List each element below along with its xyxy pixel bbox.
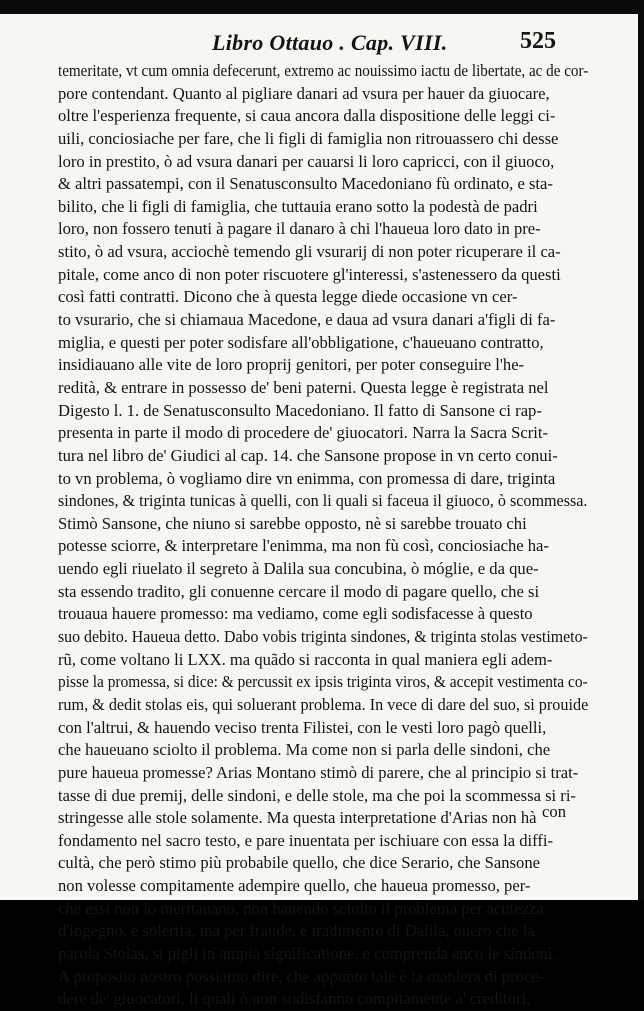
scan-border-top: [0, 0, 644, 14]
text-line: to vsurario, che si chiamaua Macedone, e daua ad vsura danari a'figli di fa-: [58, 310, 556, 330]
text-line: pore contendant. Quanto al pigliare danari ad vsura per hauer da giuocare,: [58, 83, 550, 103]
text-line: A proposito nostro possiamo dire, che appunto tale è la maniera di proce-: [58, 966, 545, 986]
text-line: trouaua hauere promesso: ma vediamo, come egli sodisfacesse à questo: [58, 604, 533, 624]
text-line: redità, & entrare in possesso de' beni paterni. Questa legge è registrata nel: [58, 377, 549, 397]
text-line: che essi non lo meritauano, non hauendo sciolto il problema per acutezza: [58, 898, 544, 918]
text-line: uendo egli riuelato il segreto à Dalila sua concubina, ò móglie, e da que-: [58, 559, 539, 579]
text-line: così fatti contratti. Dicono che à questa legge diede occasione vn cer-: [58, 287, 518, 307]
text-line: parola Stolas, si pigli in ampia significatione, e comprenda anco le sindoni.: [58, 943, 557, 963]
text-line: loro, non fossero tenuti à pagare il danaro à chi l'haueua loro dato in pre-: [58, 219, 541, 239]
text-line: pitale, come anco di non poter riscuotere gl'interessi, s'astenessero da questi: [58, 264, 561, 284]
text-line: Digesto l. 1. de Senatusconsulto Macedoniano. Il fatto di Sansone ci rap-: [58, 400, 542, 420]
text-line: insidiauano alle vite de loro proprij genitori, per poter conseguire l'he-: [58, 355, 525, 375]
text-line: temeritate, vt cum omnia defecerunt, extremo ac nouissimo iactu de libertate, ac de cor-: [58, 61, 589, 80]
text-line: cultà, che però stimo più probabile quello, che dice Serario, che Sansone: [58, 853, 540, 873]
text-line: presenta in parte il modo di procedere de' giuocatori. Narra la Sacra Scrit-: [58, 423, 548, 443]
text-line: fondamento nel sacro testo, e pare inuentata per ischiuare con essa la diffi-: [58, 830, 554, 850]
text-line: & altri passatempi, con il Senatusconsulto Macedoniano fù ordinato, e sta-: [58, 174, 553, 194]
text-line: pure haueua promesse? Arias Montano stimò di parere, che al principio si trat-: [58, 762, 579, 782]
text-line: con l'altrui, & hauendo veciso trenta Filistei, con le vesti loro pagò quelli,: [58, 717, 547, 737]
text-line: sindones, & triginta tunicas à quelli, con li quali si faceua il giuoco, ò scommessa.: [58, 491, 588, 511]
scan-border-right: [638, 0, 644, 900]
body-text: [58, 60, 588, 1011]
text-line: dere de' giuocatori, li quali ò non sodisfanno compitamente a' creditori,: [58, 989, 531, 1009]
text-line: pisse la promessa, si dice: & percussit ex ipsis triginta viros, & accepit vestimenta co-: [58, 672, 588, 692]
text-line: rũ, come voltano li LXX. ma quãdo si racconta in qual maniera egli adem-: [58, 649, 553, 669]
text-line: to vn problema, ò vogliamo dire vn enimma, con promessa di dare, triginta: [58, 468, 556, 488]
text-line: sta essendo tradito, gli conuenne cercare il modo di pagare quello, che si: [58, 581, 540, 601]
text-line: loro in prestito, ò ad vsura danari per cauarsi li loro capricci, con il giuoco,: [58, 151, 555, 171]
catchword: con: [542, 802, 566, 821]
text-line: rum, & dedit stolas eis, qui soluerant problema. In vece di dare del suo, si prouide: [58, 694, 589, 714]
page-header: [0, 26, 644, 62]
text-line: non volesse compitamente adempire quello, che haueua promesso, per-: [58, 876, 531, 896]
running-title: Libro Ottauo . Cap. VIII.: [212, 30, 448, 55]
text-line: d'ingegno, e solertia, ma per fraude, e tradimento di Dalila, ouero che la: [58, 921, 535, 941]
text-line: Stimò Sansone, che niuno si sarebbe opposto, nè si sarebbe trouato chi: [58, 513, 527, 533]
page-number: 525: [520, 28, 556, 54]
text-line: stringesse alle stole solamente. Ma questa interpretatione d'Arias non hà: [58, 808, 537, 828]
text-line: suo debito. Haueua detto. Dabo vobis triginta sindones, & triginta stolas vestimeto-: [58, 627, 588, 647]
text-line: tura nel libro de' Giudici al cap. 14. che Sansone propose in vn certo conui-: [58, 445, 558, 465]
text-line: stito, ò ad vsura, acciochè temendo gli vsurarij di non poter ricuperare il ca-: [58, 242, 561, 262]
text-line: bilito, che li figli di famiglia, che tuttauia erano sotto la podestà de padri: [58, 196, 538, 216]
text-line: tasse di due premij, delle sindoni, e delle stole, ma che poi la scommessa si ri-: [58, 785, 576, 805]
text-line: oltre l'esperienza frequente, si caua ancora dalla dispositione delle leggi ci-: [58, 106, 556, 126]
text-line: che haueuano sciolto il problema. Ma come non si parla delle sindoni, che: [58, 740, 551, 760]
text-line: potesse sciorre, & interpretare l'enimma, ma non fù così, conciosiache ha-: [58, 536, 549, 556]
text-line: miglia, e questi per poter sodisfare all'obbligatione, c'haueuano contratto,: [58, 332, 544, 352]
text-line: uili, conciosiache per fare, che li figli di famiglia non ritrouassero chi desse: [58, 128, 559, 148]
